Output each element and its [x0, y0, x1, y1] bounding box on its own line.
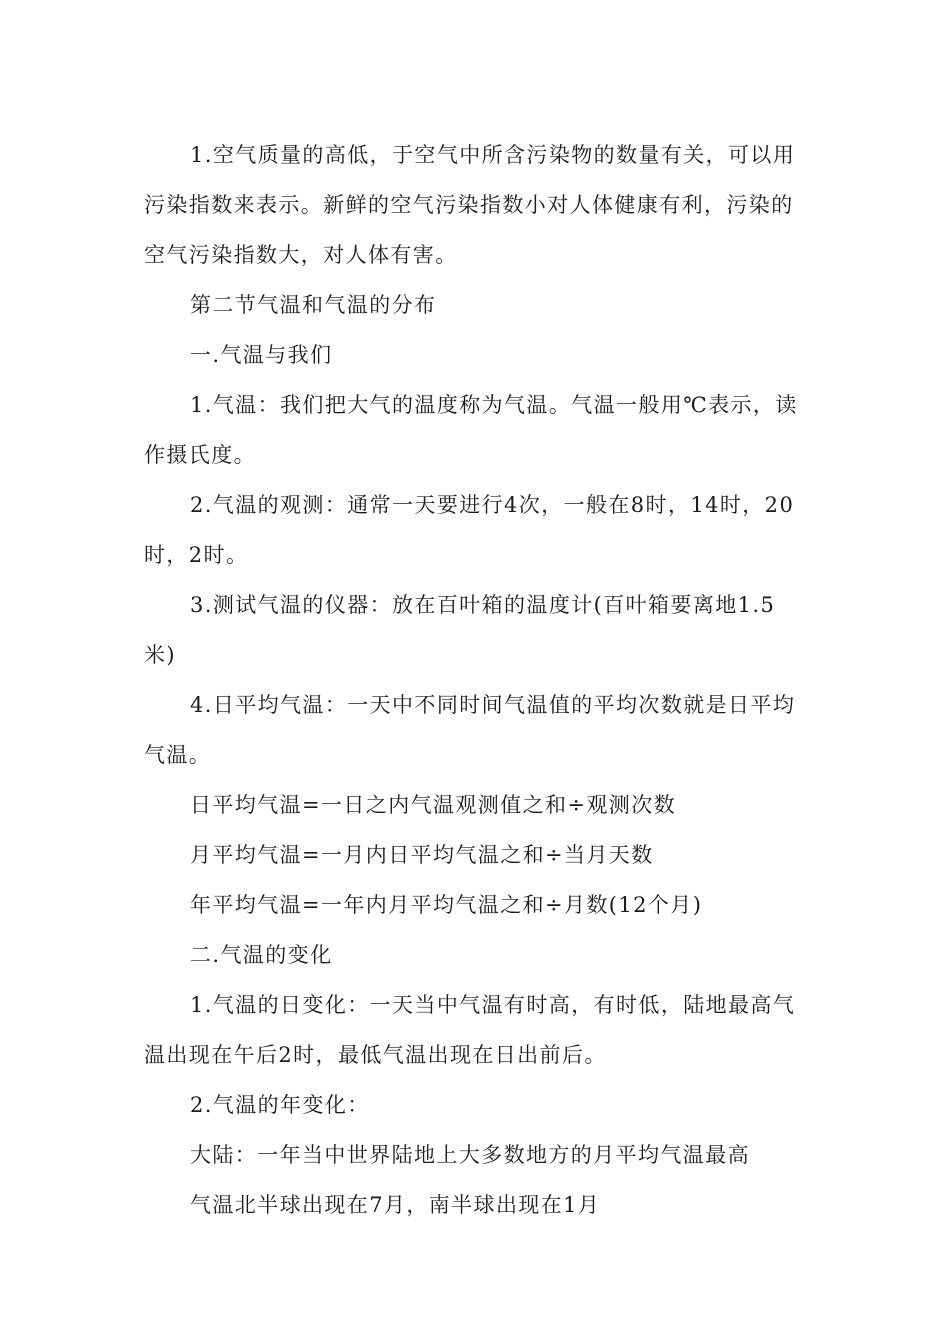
paragraph-daily-mean-line-2: 气温。 [144, 743, 212, 767]
paragraph-annual-variation: 2.气温的年变化： [190, 1093, 370, 1117]
paragraph-air-quality-line-2: 污染指数来表示。新鲜的空气污染指数小对人体健康有利，污染的 [144, 193, 794, 217]
paragraph-air-quality-line-1: 1.空气质量的高低，于空气中所含污染物的数量有关，可以用 [190, 143, 796, 167]
formula-monthly-mean: 月平均气温=一月内日平均气温之和÷当月天数 [190, 843, 654, 867]
subsection-heading-1: 一.气温与我们 [190, 343, 333, 367]
paragraph-continent: 大陆：一年当中世界陆地上大多数地方的月平均气温最高 [190, 1143, 750, 1167]
subsection-heading-2: 二.气温的变化 [190, 943, 333, 967]
paragraph-daily-variation-line-1: 1.气温的日变化：一天当中气温有时高，有时低，陆地最高气 [190, 993, 796, 1017]
paragraph-hemispheres: 气温北半球出现在7月，南半球出现在1月 [190, 1193, 601, 1217]
paragraph-temperature-def-line-1: 1.气温：我们把大气的温度称为气温。气温一般用℃表示，读 [190, 393, 798, 417]
paragraph-temperature-def-line-2: 作摄氏度。 [144, 443, 256, 467]
paragraph-observation-line-2: 时，2时。 [144, 543, 249, 567]
paragraph-observation-line-1: 2.气温的观测：通常一天要进行4次，一般在8时，14时，20 [190, 493, 795, 517]
paragraph-daily-variation-line-2: 温出现在午后2时，最低气温出现在日出前后。 [144, 1043, 607, 1067]
paragraph-daily-mean-line-1: 4.日平均气温：一天中不同时间气温值的平均次数就是日平均 [190, 693, 796, 717]
section-heading: 第二节气温和气温的分布 [190, 293, 437, 317]
paragraph-air-quality-line-3: 空气污染指数大，对人体有害。 [144, 243, 458, 267]
paragraph-instrument-line-2: 米) [144, 643, 176, 667]
formula-daily-mean: 日平均气温=一日之内气温观测值之和÷观测次数 [190, 793, 676, 817]
formula-annual-mean: 年平均气温=一年内月平均气温之和÷月数(12个月) [190, 893, 703, 917]
paragraph-instrument-line-1: 3.测试气温的仪器：放在百叶箱的温度计(百叶箱要离地1.5 [190, 593, 776, 617]
document-body [144, 130, 809, 1230]
